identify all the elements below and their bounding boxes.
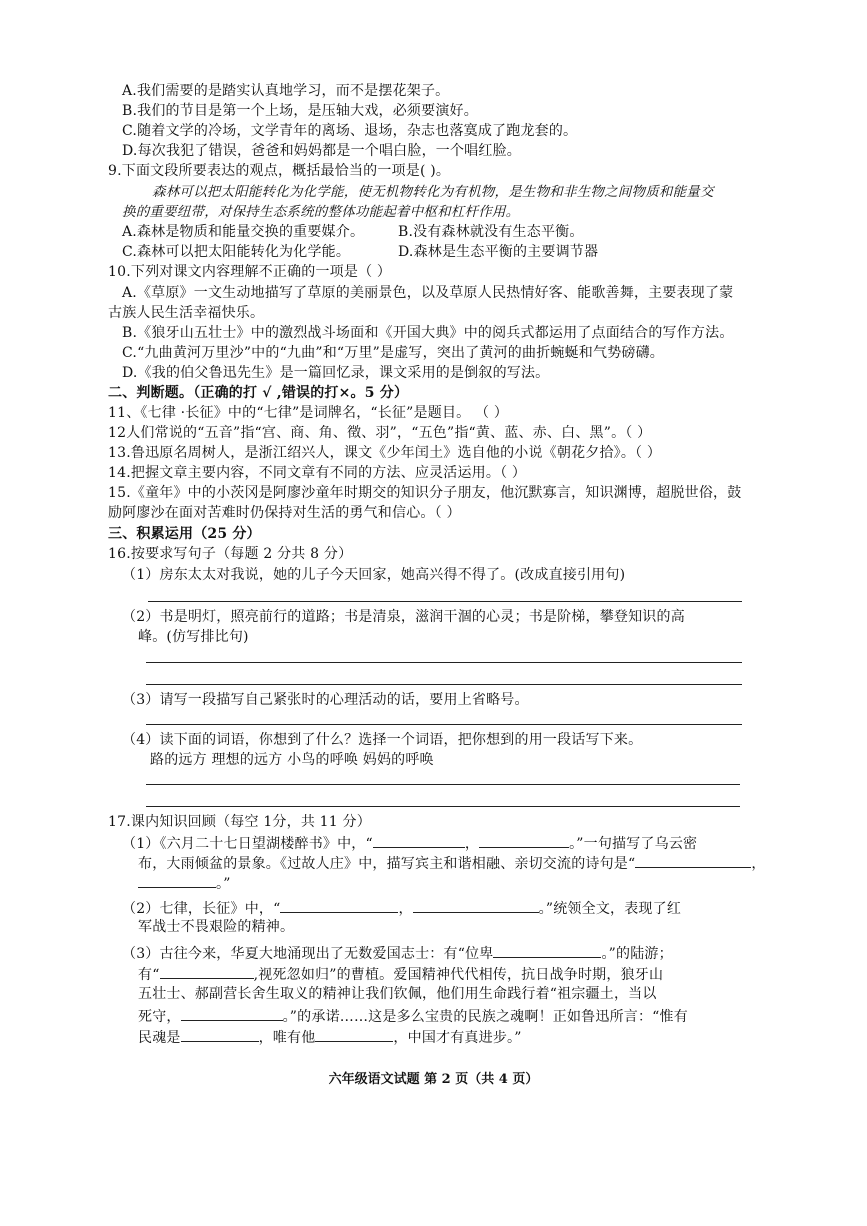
q17-3-text-f: 。”的承诺……这是多么宝贵的民族之魂啊！正如鲁迅所言：“惟有 — [282, 1009, 688, 1025]
q17-3-blank-3[interactable] — [181, 1006, 283, 1021]
q16-3-prompt: （3）请写一段描写自己紧张时的心理活动的话，要用上省略号。 — [122, 692, 529, 708]
q17-2-text-b: 。”统领全文，表现了红 — [538, 901, 682, 917]
q8-option-a: A.我们需要的是踏实认真地学习，而不是摆花架子。 — [122, 83, 450, 99]
q17-3-blank-4[interactable] — [181, 1027, 259, 1042]
q8-option-b: B.我们的节目是第一个上场，是压轴大戏，必须要演好。 — [122, 103, 478, 119]
q9-passage-line2: 换的重要纽带，对保持生态系统的整体功能起着中枢和杠杆作用。 — [122, 204, 520, 220]
q17-3-blank-5[interactable] — [315, 1027, 393, 1042]
q17-1-comma-2: ， — [751, 856, 766, 872]
q16-4-answer-line2[interactable] — [146, 806, 740, 807]
q9-stem: 9.下面文段所要表达的观点，概括最恰当的一项是( )。 — [108, 163, 451, 179]
q12: 12人们常说的“五音”指“宫、商、角、徵、羽”，“五色”指“黄、蓝、赤、白、黑”。（ ） — [108, 425, 652, 441]
q17-1-blank-2[interactable] — [479, 833, 569, 848]
q17-1-comma: ， — [464, 836, 480, 852]
q17-2-line1 — [122, 898, 681, 918]
q17-3-text-d: ,视死忽如归”的曹植。爱国精神代代相传，抗日战争时期，狼牙山 — [253, 967, 664, 983]
q17-3-text-i: ，中国才有真进步。” — [393, 1030, 522, 1046]
q16-4-words: 路的远方 理想的远方 小鸟的呼唤 妈妈的呼唤 — [150, 752, 434, 768]
q17-3-text-g: 民魂是 — [138, 1030, 181, 1046]
q8-option-d: D.每次我犯了错误，爸爸和妈妈都是一个唱白脸，一个唱红脸。 — [122, 143, 521, 159]
q17-2-comma: ， — [398, 901, 413, 917]
q16-1-answer-line[interactable] — [148, 601, 742, 602]
q17-3-text-e: 死守， — [138, 1009, 181, 1025]
q15-line1: 15.《童年》中的小茨冈是阿廖沙童年时期交的知识分子朋友，他沉默寡言，知识渊博，超脱世俗，鼓 — [108, 485, 742, 501]
q16-2-prompt-line1: （2）书是明灯，照亮前行的道路；书是清泉，滋润干涸的心灵；书是阶梯，攀登知识的高 — [122, 609, 685, 625]
q10-option-a-line1: A.《草原》一文生动地描写了草原的美丽景色，以及草原人民热情好客、能歌善舞，主要表现了蒙 — [122, 285, 734, 301]
q17-1-text-b: 。”一句描写了乌云密 — [569, 836, 698, 852]
q17-1-line2 — [138, 853, 766, 873]
q8-option-c: C.随着文学的冷场，文学青年的离场、退场，杂志也落寞成了跑龙套的。 — [122, 123, 578, 139]
q17-2-blank-1[interactable] — [280, 898, 398, 913]
q17-2-text-a: （2）七律，长征》中，“ — [122, 901, 281, 917]
q17-3-line1 — [122, 943, 673, 963]
q17-3-line2 — [138, 964, 663, 984]
q17-3-text-b: 。”的陆游； — [601, 946, 673, 962]
q9-passage-line1: 森林可以把太阳能转化为化学能，使无机物转化为有机物，是生物和非生物之间物质和能量交 — [152, 184, 714, 200]
q10-option-c: C.“九曲黄河万里沙”中的“九曲”和“万里”是虚写，突出了黄河的曲折蜿蜒和气势磅礴。 — [122, 345, 665, 361]
q9-option-a: A.森林是物质和能量交换的重要媒介。 — [122, 224, 365, 240]
q17-stem: 17.课内知识回顾（每空 1分，共 11 分） — [108, 814, 371, 830]
q17-3-blank-1[interactable] — [493, 943, 601, 958]
q17-2-line2: 军战士不畏艰险的精神。 — [138, 919, 295, 935]
q16-3-answer-line[interactable] — [146, 724, 742, 725]
section2-title: 二、判断题。（正确的打 √ ,错误的打×。5 分） — [108, 385, 409, 401]
q16-2-answer-line1[interactable] — [146, 662, 742, 663]
q17-3-line4 — [138, 1006, 688, 1026]
q17-1-blank-1[interactable] — [373, 833, 465, 848]
q9-option-b: B.没有森林就没有生态平衡。 — [398, 224, 584, 240]
q17-1-text-d: 。” — [216, 876, 231, 892]
q17-3-line5 — [138, 1027, 522, 1047]
q16-2-prompt-line2: 峰。(仿写排比句) — [138, 629, 249, 645]
q10-stem: 10.下列对课文内容理解不正确的一项是（ ） — [108, 264, 392, 280]
q17-1-text-c: 布，大雨倾盆的景象。《过故人庄》中，描写宾主和谐相融、亲切交流的诗句是“ — [138, 856, 636, 872]
q17-3-text-a: （3）古往今来，华夏大地涌现出了无数爱国志士：有“位卑 — [122, 946, 494, 962]
q9-option-d: D.森林是生态平衡的主要调节器 — [398, 244, 599, 260]
page-footer: 六年级语文试题 第 2 页（共 4 页） — [328, 1072, 539, 1087]
q17-2-blank-2[interactable] — [413, 898, 539, 913]
q16-4-prompt: （4）读下面的词语，你想到了什么？选择一个词语，把你想到的用一段话写下来。 — [122, 732, 643, 748]
q17-1-line1 — [122, 833, 697, 853]
q14: 14.把握文章主要内容，不同文章有不同的方法、应灵活运用。（ ） — [108, 465, 527, 481]
q16-1-prompt: （1）房东太太对我说，她的儿子今天回家，她高兴得不得了。(改成直接引用句) — [122, 567, 626, 583]
q17-1-text-a: （1）《六月二十七日望湖楼醉书》中，“ — [122, 836, 373, 852]
q16-4-answer-line1[interactable] — [146, 784, 740, 785]
q13: 13.鲁迅原名周树人，是浙江绍兴人，课文《少年闰土》选自他的小说《朝花夕拾》。（ ） — [108, 445, 662, 461]
q16-stem: 16.按要求写句子（每题 2 分共 8 分） — [108, 546, 353, 562]
q17-3-text-c: 有“ — [138, 967, 160, 983]
q15-line2: 励阿廖沙在面对苦难时仍保持对生活的勇气和信心。（ ） — [108, 505, 461, 521]
q17-3-line3: 五壮士、郝副营长舍生取义的精神让我们钦佩，他们用生命践行着“祖宗疆土，当以 — [138, 986, 657, 1002]
q17-1-line3 — [138, 873, 231, 893]
q17-1-blank-3[interactable] — [635, 853, 751, 868]
q10-option-a-line2: 古族人民生活幸福快乐。 — [108, 305, 265, 321]
section3-title: 三、积累运用（25 分） — [108, 526, 261, 542]
q10-option-b: B.《狼牙山五壮士》中的激烈战斗场面和《开国大典》中的阅兵式都运用了点面结合的写作方法。 — [122, 325, 734, 341]
q9-option-c: C.森林可以把太阳能转化为化学能。 — [122, 244, 351, 260]
q17-3-text-h: ，唯有他 — [258, 1030, 316, 1046]
q17-1-blank-4[interactable] — [138, 873, 216, 888]
q11: 11、《七律 ·长征》中的“七律”是词牌名，“长征”是题目。 （ ） — [108, 405, 509, 421]
q17-3-blank-2[interactable] — [160, 964, 254, 979]
q16-2-answer-line2[interactable] — [146, 684, 742, 685]
q10-option-d: D.《我的伯父鲁迅先生》是一篇回忆录，课文采用的是倒叙的写法。 — [122, 365, 550, 381]
